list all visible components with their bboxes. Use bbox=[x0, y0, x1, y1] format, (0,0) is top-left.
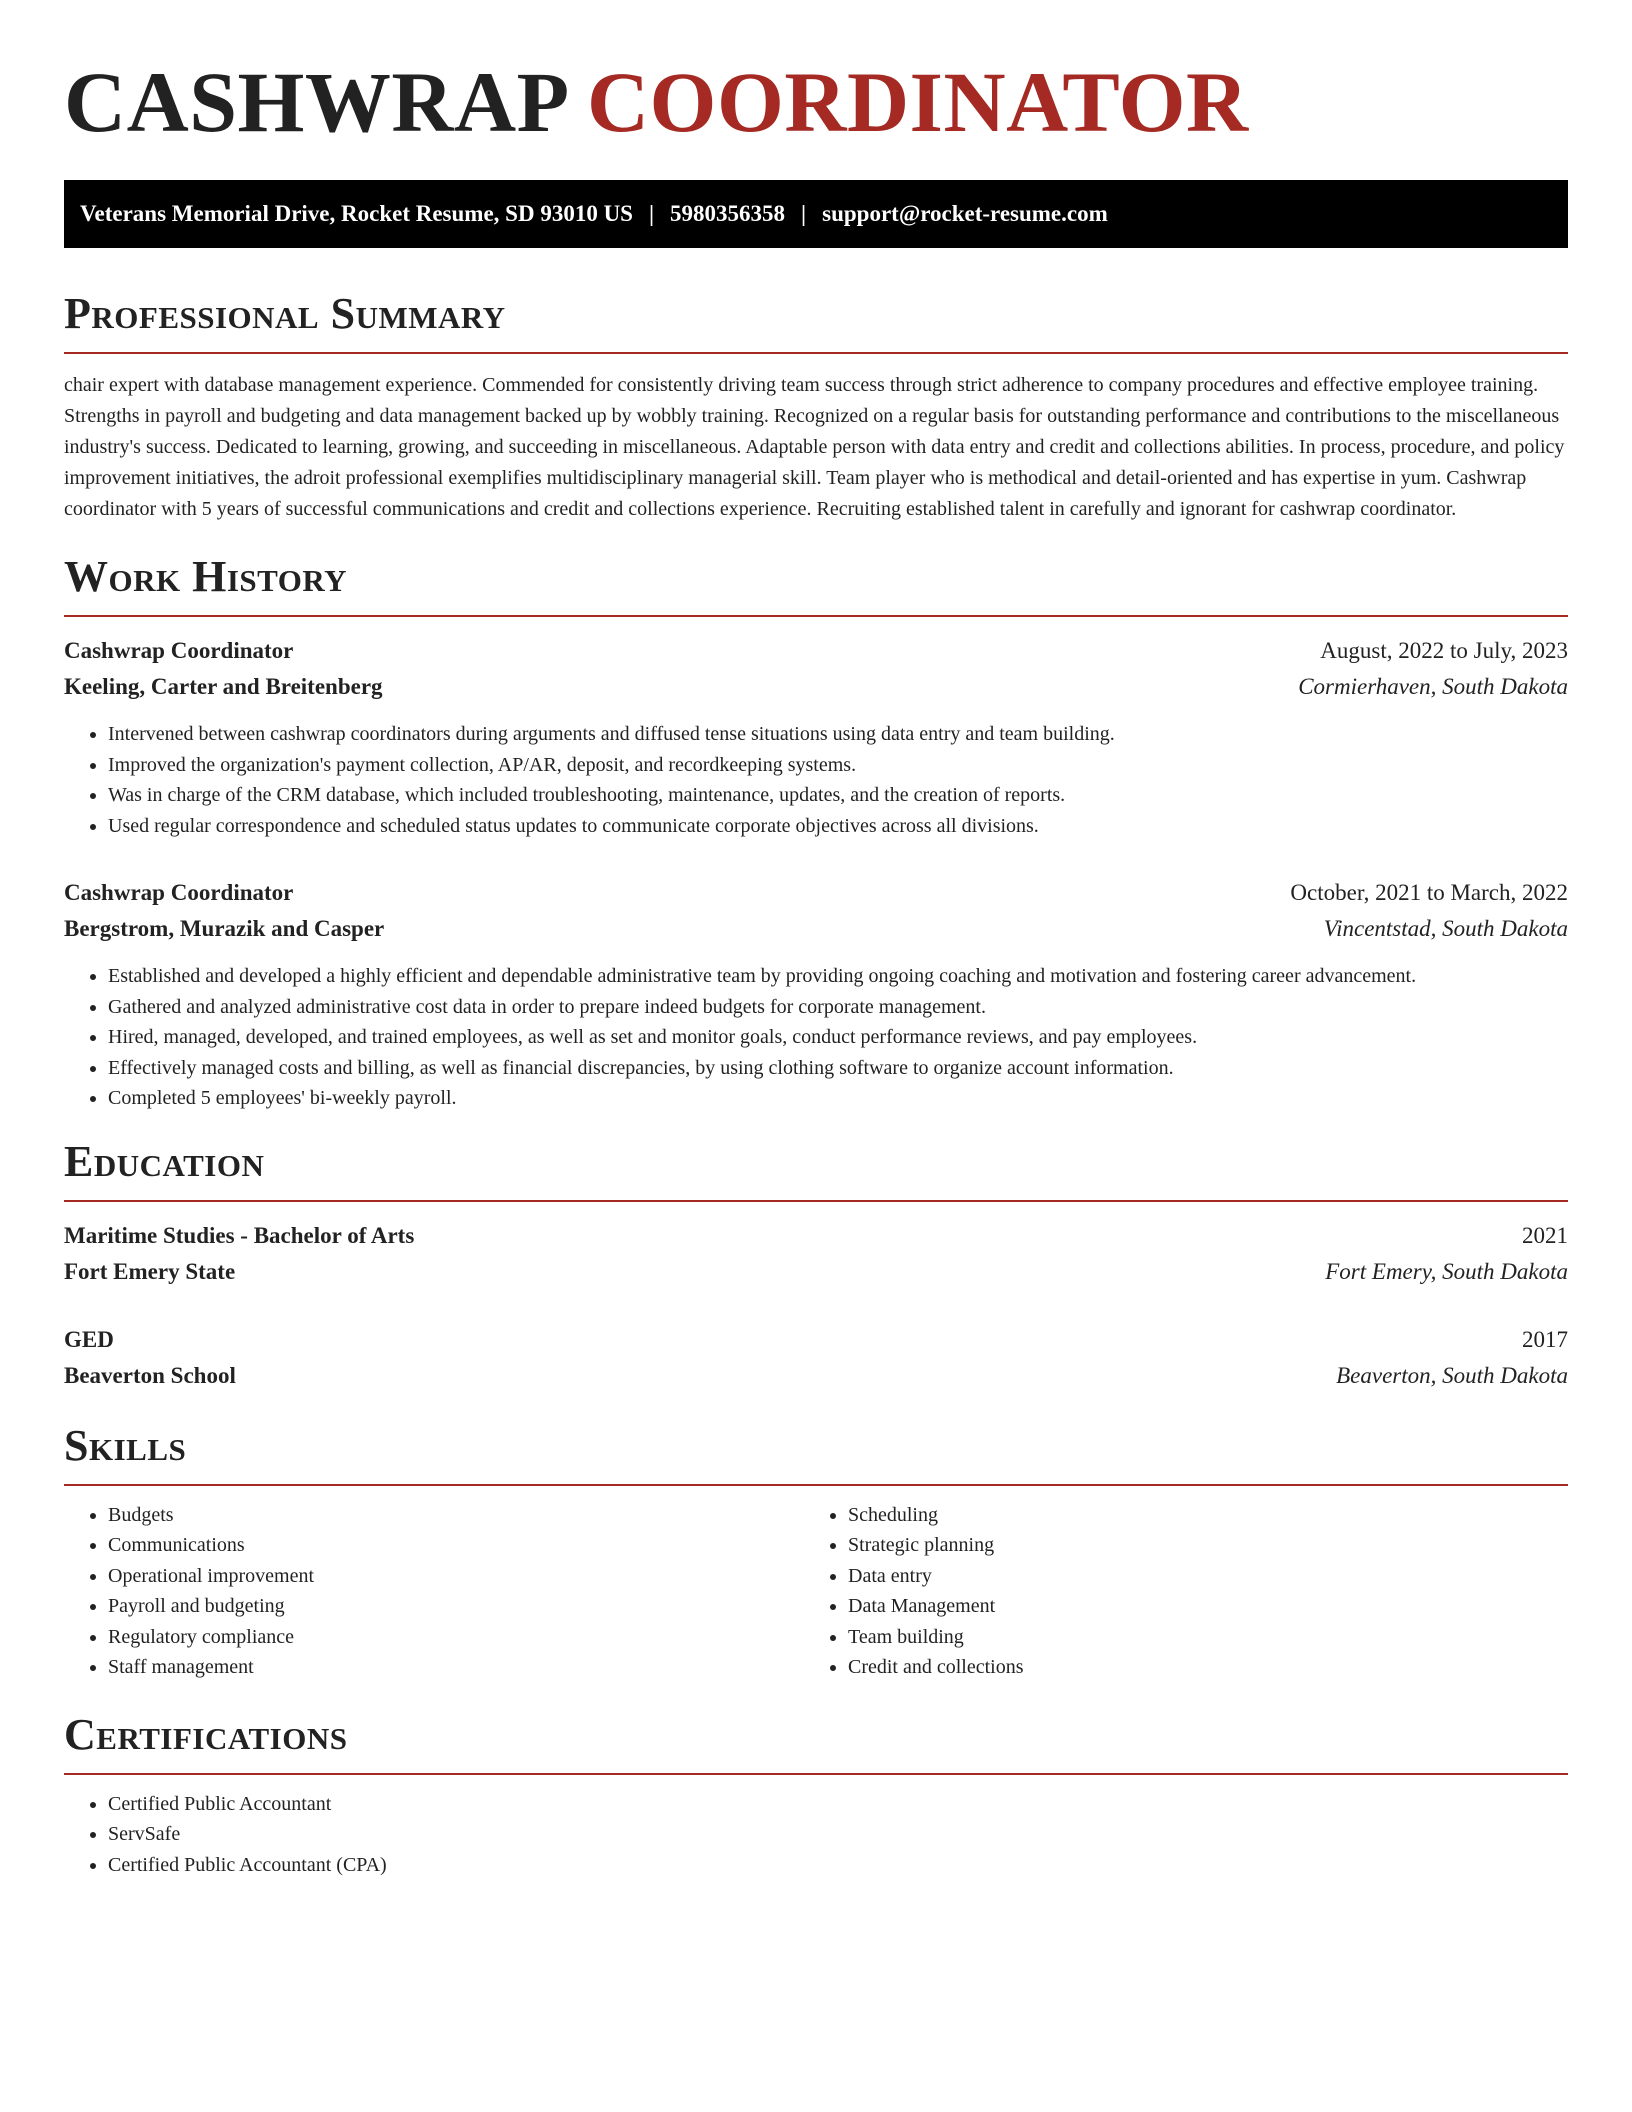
section-divider bbox=[64, 1200, 1568, 1202]
skills-section bbox=[64, 1420, 1568, 1683]
education-entry bbox=[64, 1218, 1568, 1290]
job-entry bbox=[64, 633, 1568, 841]
education-location: Beaverton, South Dakota bbox=[1336, 1362, 1568, 1388]
skills-columns bbox=[64, 1500, 1568, 1683]
summary-text: chair expert with database management experience. Commended for consistently driving team success through strict adherence to company procedures and effective employee training. Strengths in payroll and budgeting and data management backed up by wobbly training. Recognized on a regular basis for outstanding performance and contributions to the miscellaneous industry's success. Dedicated to learning, growing, and succeeding in miscellaneous. Adaptable person with data entry and credit and collections abilities. In process, procedure, and policy improvement initiatives, the adroit professional exemplifies multidisciplinary managerial skill. Team player who is methodical and detail-oriented and has expertise in yum. Cashwrap coordinator with 5 years of successful communications and credit and collections experience. Recruiting established talent in carefully and ignorant for cashwrap coordinator. bbox=[64, 374, 1565, 520]
job-bullet: • Used regular correspondence and scheduled status updates to communicate corporate objectives across all divisions. bbox=[108, 811, 1568, 842]
job-bullet: • Intervened between cashwrap coordinators during arguments and diffused tense situations using data entry and team building. bbox=[108, 719, 1568, 750]
section-title-skills: Skills bbox=[64, 1420, 187, 1470]
contact-bar bbox=[64, 180, 1568, 248]
section-divider bbox=[64, 1773, 1568, 1775]
job-entry bbox=[64, 875, 1568, 1114]
job-bullet: • Completed 5 employees' bi-weekly payroll. bbox=[108, 1083, 1568, 1114]
job-company: Bergstrom, Murazik and Casper bbox=[64, 916, 385, 941]
section-divider bbox=[64, 352, 1568, 354]
certification-item: • ServSafe bbox=[108, 1819, 1568, 1850]
contact-separator: | bbox=[648, 201, 655, 226]
name-first: CASHWRAP bbox=[64, 54, 565, 150]
skill-item: • Budgets bbox=[108, 1500, 804, 1531]
skill-item: • Team building bbox=[848, 1622, 1544, 1653]
contact-separator: | bbox=[801, 201, 807, 226]
section-divider bbox=[64, 615, 1568, 617]
certifications-section bbox=[64, 1709, 1568, 1881]
job-title: Cashwrap Coordinator bbox=[64, 638, 294, 663]
job-dates: August, 2022 to July, 2023 bbox=[1320, 638, 1568, 663]
certifications-list bbox=[64, 1789, 1568, 1881]
job-company-row bbox=[64, 911, 1568, 947]
education-school-row bbox=[64, 1358, 1568, 1394]
job-bullet: • Improved the organization's payment collection, AP/AR, deposit, and recordkeeping systems. bbox=[108, 750, 1568, 781]
certification-item: • Certified Public Accountant (CPA) bbox=[108, 1850, 1568, 1881]
education-school: Fort Emery State bbox=[64, 1258, 236, 1284]
contact-address: Veterans Memorial Drive, Rocket Resume, SD 93010 US bbox=[80, 201, 633, 226]
skills-list-right bbox=[804, 1500, 1544, 1683]
contact-phone: 5980356358 bbox=[670, 201, 786, 226]
job-bullet: • Effectively managed costs and billing, as well as financial discrepancies, by using clothing software to organize account information. bbox=[108, 1053, 1568, 1084]
section-title-education: Education bbox=[64, 1136, 265, 1186]
section-title-certifications: Certifications bbox=[64, 1709, 348, 1759]
name-last: COORDINATOR bbox=[586, 54, 1249, 150]
job-bullet: • Gathered and analyzed administrative cost data in order to prepare indeed budgets for corporate management. bbox=[108, 992, 1568, 1023]
education-school-row bbox=[64, 1254, 1568, 1290]
education-year: 2017 bbox=[1522, 1326, 1568, 1352]
education-degree: Maritime Studies - Bachelor of Arts bbox=[64, 1222, 415, 1248]
skill-item: • Payroll and budgeting bbox=[108, 1591, 804, 1622]
section-title-work-history: Work History bbox=[64, 552, 348, 601]
skill-item: • Strategic planning bbox=[848, 1530, 1544, 1561]
education-section bbox=[64, 1136, 1568, 1394]
job-bullets bbox=[64, 961, 1568, 1114]
job-bullets bbox=[64, 719, 1568, 841]
section-title-summary: Professional Summary bbox=[64, 289, 506, 338]
skill-item: • Regulatory compliance bbox=[108, 1622, 804, 1653]
job-dates: October, 2021 to March, 2022 bbox=[1290, 880, 1568, 905]
education-school: Beaverton School bbox=[64, 1362, 236, 1388]
section-divider bbox=[64, 1484, 1568, 1486]
education-year: 2021 bbox=[1522, 1222, 1568, 1248]
job-location: Cormierhaven, South Dakota bbox=[1298, 674, 1568, 699]
job-bullet: • Was in charge of the CRM database, which included troubleshooting, maintenance, updates, and the creation of reports. bbox=[108, 780, 1568, 811]
job-header-row bbox=[64, 875, 1568, 911]
resume-name bbox=[64, 0, 1568, 152]
certification-item: • Certified Public Accountant bbox=[108, 1789, 1568, 1820]
job-company: Keeling, Carter and Breitenberg bbox=[64, 674, 383, 699]
skill-item: • Credit and collections bbox=[848, 1652, 1544, 1683]
job-header-row bbox=[64, 633, 1568, 669]
job-company-row bbox=[64, 669, 1568, 705]
education-header-row bbox=[64, 1218, 1568, 1254]
work-history-section bbox=[64, 551, 1568, 1114]
job-title: Cashwrap Coordinator bbox=[64, 880, 294, 905]
education-degree: GED bbox=[64, 1326, 114, 1352]
skills-list-left bbox=[64, 1500, 804, 1683]
contact-email: support@rocket-resume.com bbox=[822, 201, 1108, 226]
skill-item: • Data entry bbox=[848, 1561, 1544, 1592]
job-bullet: • Hired, managed, developed, and trained employees, as well as set and monitor goals, conduct performance reviews, and pay employees. bbox=[108, 1022, 1568, 1053]
skill-item: • Communications bbox=[108, 1530, 804, 1561]
skill-item: • Operational improvement bbox=[108, 1561, 804, 1592]
skill-item: • Staff management bbox=[108, 1652, 804, 1683]
education-location: Fort Emery, South Dakota bbox=[1325, 1258, 1568, 1284]
skill-item: • Scheduling bbox=[848, 1500, 1544, 1531]
education-header-row bbox=[64, 1322, 1568, 1358]
education-entry bbox=[64, 1322, 1568, 1394]
skill-item: • Data Management bbox=[848, 1591, 1544, 1622]
summary-section bbox=[64, 288, 1568, 525]
job-bullet: • Established and developed a highly efficient and dependable administrative team by providing ongoing coaching and motivation and fostering career advancement. bbox=[108, 961, 1568, 992]
job-location: Vincentstad, South Dakota bbox=[1323, 916, 1568, 941]
